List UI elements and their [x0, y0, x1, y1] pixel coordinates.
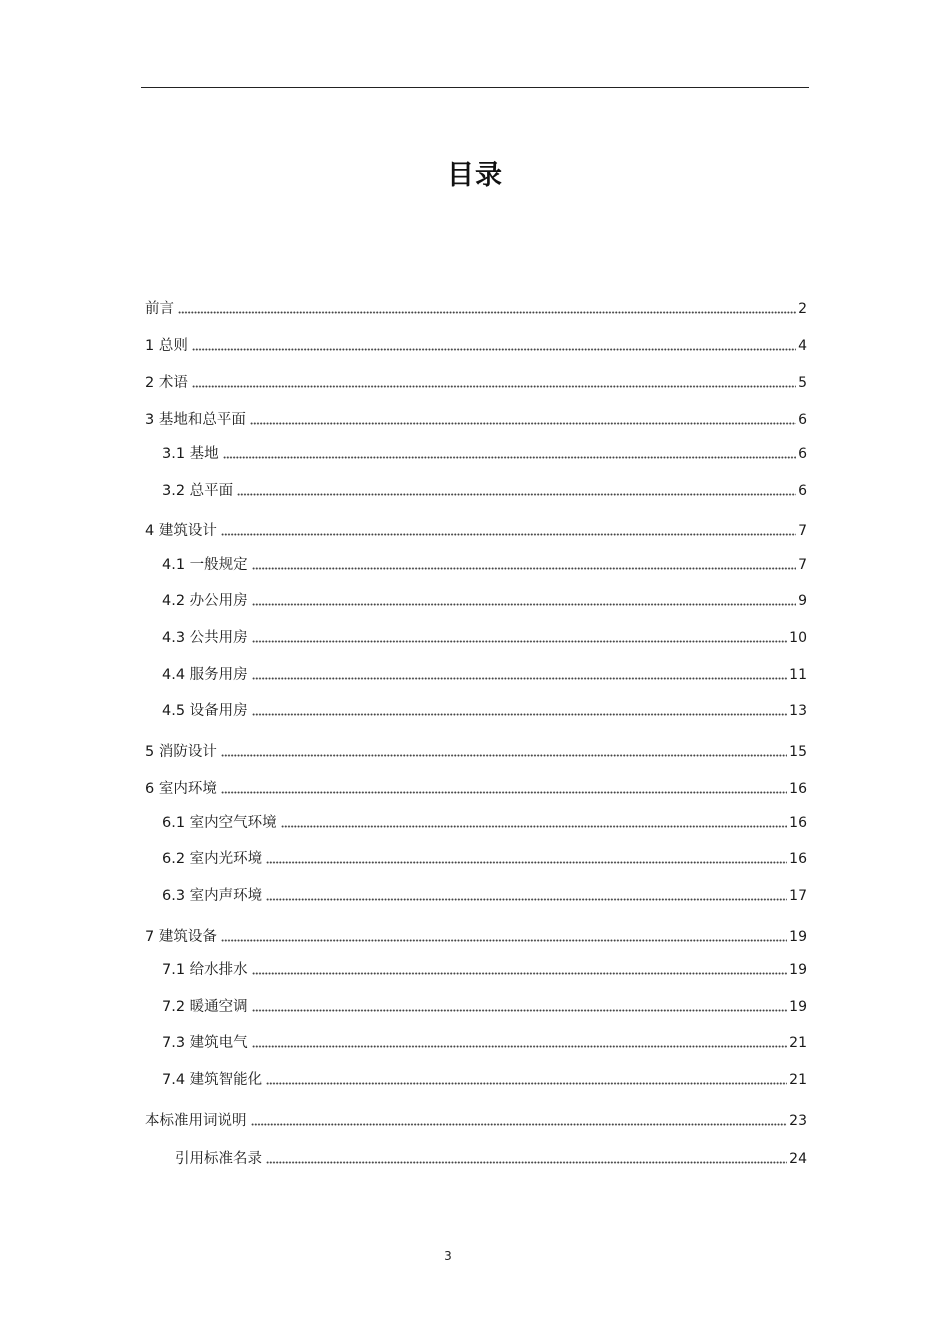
toc-entry-page: 7: [798, 557, 807, 573]
dot-leader: [252, 1006, 788, 1012]
page-number: 3: [444, 1249, 452, 1263]
dot-leader: [266, 858, 787, 864]
toc-entry[interactable]: [162, 442, 807, 466]
dot-leader: [252, 674, 788, 680]
dot-leader: [221, 936, 787, 942]
dot-leader: [221, 788, 787, 794]
toc-entry-label: 本标准用词说明: [145, 1113, 247, 1129]
page-title: 目录: [447, 160, 503, 191]
toc-entry-label: 4.3 公共用房: [162, 630, 248, 646]
dot-leader: [281, 822, 788, 828]
toc-entry-label: 1 总则: [145, 338, 188, 354]
toc-entry-page: 9: [798, 593, 807, 609]
toc-entry-page: 21: [789, 1072, 807, 1088]
dot-leader: [192, 345, 796, 351]
toc-entry[interactable]: [162, 699, 807, 723]
toc-entry[interactable]: [145, 334, 807, 358]
toc-entry-label: 6 室内环境: [145, 781, 217, 797]
toc-entry-page: 19: [789, 999, 807, 1015]
toc-entry-page: 15: [789, 744, 807, 760]
toc-entry-label: 4.2 办公用房: [162, 593, 248, 609]
toc-entry-page: 5: [798, 375, 807, 391]
dot-leader: [250, 419, 796, 425]
toc-entry-page: 10: [789, 630, 807, 646]
toc-entry[interactable]: [162, 958, 807, 982]
toc-entry-label: 引用标准名录: [175, 1151, 262, 1167]
toc-entry-label: 前言: [145, 301, 174, 317]
dot-leader: [252, 710, 788, 716]
dot-leader: [252, 600, 796, 606]
toc-entry-label: 7 建筑设备: [145, 929, 217, 945]
toc-entry-label: 7.2 暖通空调: [162, 999, 248, 1015]
toc-entry[interactable]: [145, 1109, 807, 1133]
toc-entry[interactable]: [162, 553, 807, 577]
dot-leader: [221, 751, 787, 757]
toc-entry[interactable]: [145, 519, 807, 543]
dot-leader: [237, 490, 796, 496]
toc-entry-label: 3.2 总平面: [162, 483, 234, 499]
toc-entry[interactable]: [175, 1147, 807, 1171]
toc-entry-page: 6: [798, 483, 807, 499]
dot-leader: [266, 1079, 787, 1085]
toc-entry-label: 5 消防设计: [145, 744, 217, 760]
dot-leader: [252, 637, 788, 643]
toc-entry-label: 6.3 室内声环境: [162, 888, 263, 904]
toc-entry[interactable]: [162, 479, 807, 503]
toc-entry-page: 17: [789, 888, 807, 904]
toc-entry[interactable]: [145, 777, 807, 801]
dot-leader: [252, 969, 788, 975]
dot-leader: [266, 1158, 787, 1164]
toc-entry-label: 7.4 建筑智能化: [162, 1072, 263, 1088]
toc-entry-page: 23: [789, 1113, 807, 1129]
toc-entry-label: 2 术语: [145, 375, 188, 391]
toc-entry-label: 4.1 一般规定: [162, 557, 248, 573]
toc-entry-page: 21: [789, 1035, 807, 1051]
dot-leader: [221, 530, 796, 536]
toc-entry[interactable]: [145, 297, 807, 321]
toc-entry[interactable]: [162, 811, 807, 835]
dot-leader: [251, 1120, 788, 1126]
dot-leader: [252, 1042, 788, 1048]
toc-entry[interactable]: [145, 925, 807, 949]
toc-entry[interactable]: [162, 995, 807, 1019]
toc-entry-label: 4 建筑设计: [145, 523, 217, 539]
toc-entry-page: 13: [789, 703, 807, 719]
toc-entry-page: 7: [798, 523, 807, 539]
toc-entry[interactable]: [162, 626, 807, 650]
toc-entry[interactable]: [145, 740, 807, 764]
toc-entry-page: 16: [789, 781, 807, 797]
toc-entry-label: 7.3 建筑电气: [162, 1035, 248, 1051]
toc-entry-page: 4: [798, 338, 807, 354]
toc-entry[interactable]: [162, 663, 807, 687]
toc-entry[interactable]: [162, 1068, 807, 1092]
toc-entry[interactable]: [162, 847, 807, 871]
toc-entry[interactable]: [162, 884, 807, 908]
toc-entry-label: 7.1 给水排水: [162, 962, 248, 978]
toc-entry[interactable]: [145, 371, 807, 395]
toc-entry-page: 19: [789, 962, 807, 978]
toc-entry-label: 3.1 基地: [162, 446, 219, 462]
toc-entry-page: 19: [789, 929, 807, 945]
toc-entry-label: 4.5 设备用房: [162, 703, 248, 719]
toc-entry-page: 11: [789, 667, 807, 683]
toc-entry-page: 24: [789, 1151, 807, 1167]
dot-leader: [266, 895, 787, 901]
toc-entry-page: 16: [789, 815, 807, 831]
toc-entry[interactable]: [162, 589, 807, 613]
toc-entry-page: 16: [789, 851, 807, 867]
toc-entry-label: 6.2 室内光环境: [162, 851, 263, 867]
dot-leader: [192, 382, 796, 388]
toc-entry-label: 4.4 服务用房: [162, 667, 248, 683]
toc-entry-page: 6: [798, 446, 807, 462]
dot-leader: [223, 453, 796, 459]
toc-entry-label: 3 基地和总平面: [145, 412, 246, 428]
toc-entry-page: 2: [798, 301, 807, 317]
toc-entry-page: 6: [798, 412, 807, 428]
dot-leader: [178, 308, 796, 314]
toc-entry[interactable]: [162, 1031, 807, 1055]
dot-leader: [252, 564, 796, 570]
toc-entry[interactable]: [145, 408, 807, 432]
toc-entry-label: 6.1 室内空气环境: [162, 815, 277, 831]
